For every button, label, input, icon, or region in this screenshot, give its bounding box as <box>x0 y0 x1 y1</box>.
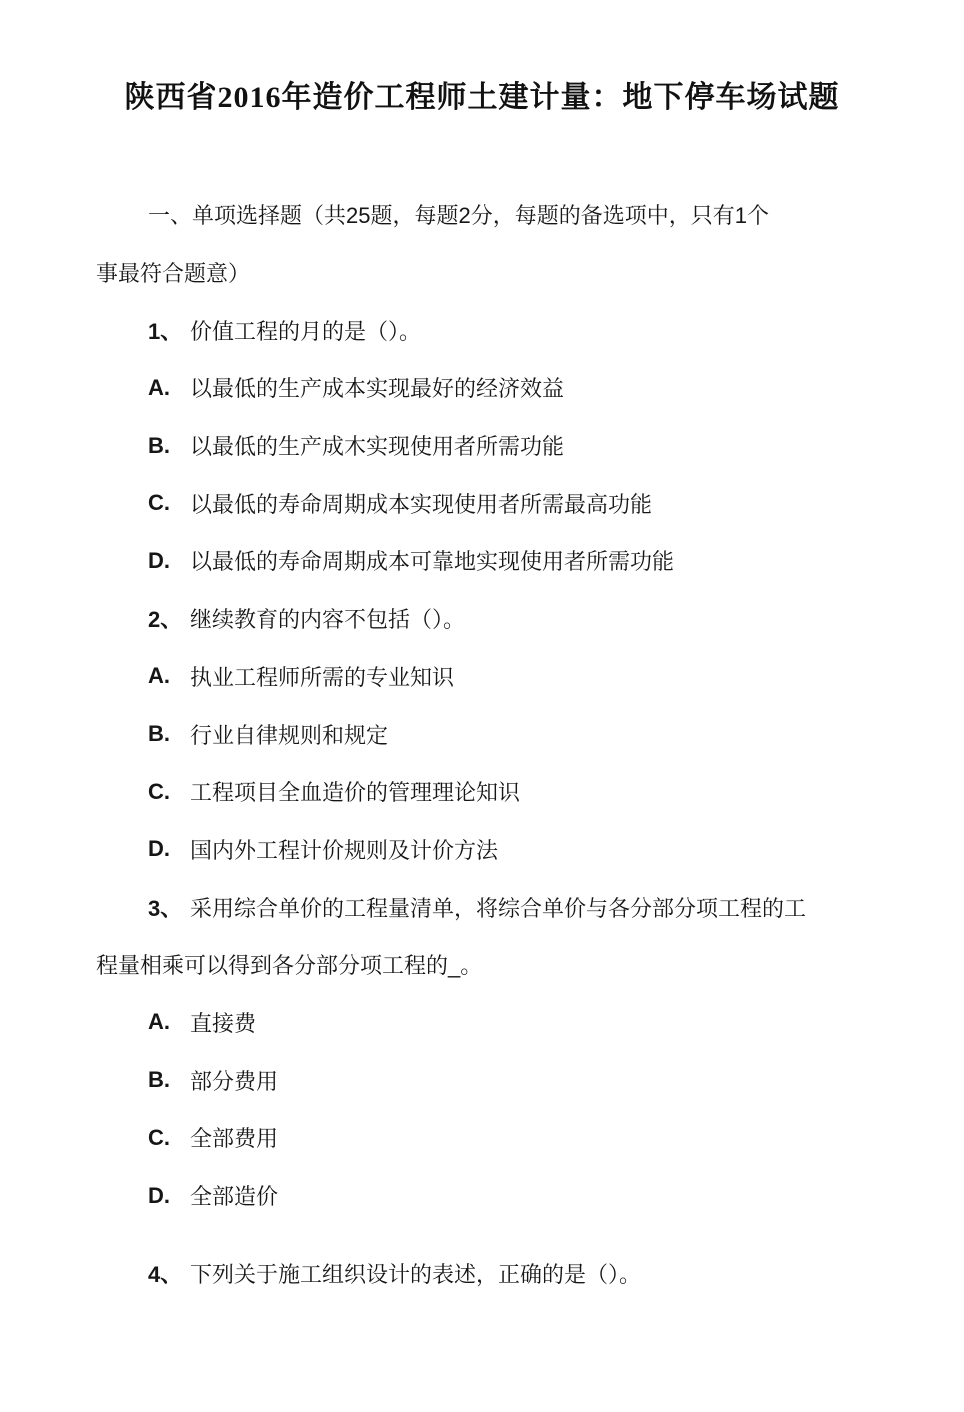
question-3-option-b <box>96 1051 884 1109</box>
question-3-stem-line-1 <box>96 878 884 936</box>
question-1-option-b <box>96 417 884 475</box>
question-3-stem-line-2 <box>96 936 884 994</box>
question-3-stem-text-2: 程量相乘可以得到各分部分项工程的_。 <box>96 953 483 979</box>
question-2-option-b <box>96 705 884 763</box>
document-body <box>96 186 884 1302</box>
option-text: 全部费用 <box>190 1126 279 1152</box>
option-text: 行业自律规则和规定 <box>190 722 389 748</box>
question-3-stem-text-1: 采用综合单价的工程量清单，将综合单价与各分部分项工程的工 <box>190 895 807 921</box>
question-4-number: 4、 <box>148 1261 183 1287</box>
section-header-line-1: 一、单项选择题（共25题，每题2分，每题的备选项中，只有1个 <box>148 203 769 229</box>
question-2-option-a <box>96 648 884 706</box>
question-1-stem <box>96 301 884 359</box>
question-1-option-a <box>96 359 884 417</box>
question-4-stem <box>96 1244 884 1302</box>
option-label: A. <box>148 663 170 689</box>
option-label: B. <box>148 721 170 747</box>
option-text: 以最低的生产成本实现最好的经济效益 <box>190 376 565 402</box>
question-1-option-c <box>96 474 884 532</box>
question-3-option-a <box>96 994 884 1052</box>
question-3-option-c <box>96 1109 884 1167</box>
option-label: A. <box>148 1009 170 1035</box>
question-2-option-d <box>96 821 884 879</box>
question-4-stem-text: 下列关于施工组织设计的表述，正确的是（）。 <box>190 1261 642 1287</box>
question-1-stem-text: 价值工程的月的是（）。 <box>190 318 422 344</box>
option-label: C. <box>148 1124 170 1150</box>
option-text: 直接费 <box>190 1010 257 1036</box>
question-2-option-c <box>96 763 884 821</box>
question-2-stem <box>96 590 884 648</box>
option-label: B. <box>148 1067 170 1093</box>
question-1-number: 1、 <box>148 318 183 344</box>
document-title: 陕西省2016年造价工程师土建计量：地下停车场试题 <box>124 81 840 114</box>
question-3-number: 3、 <box>148 895 183 921</box>
question-2-number: 2、 <box>148 607 183 633</box>
option-text: 工程项目全血造价的管理理论知识 <box>190 780 521 806</box>
option-text: 国内外工程计价规则及计价方法 <box>190 837 499 863</box>
question-1-option-d <box>96 532 884 590</box>
option-text: 以最低的寿命周期成本实现使用者所需最高功能 <box>190 491 653 517</box>
option-label: D. <box>148 547 170 573</box>
option-label: C. <box>148 778 170 804</box>
option-text: 全部造价 <box>190 1184 279 1210</box>
question-2-stem-text: 继续教育的内容不包括（）。 <box>190 607 466 633</box>
option-label: D. <box>148 1182 170 1208</box>
option-text: 以最低的寿命周期成本可靠地实现使用者所需功能 <box>190 549 675 575</box>
option-text: 部分费用 <box>190 1068 279 1094</box>
option-label: A. <box>148 374 170 400</box>
option-label: D. <box>148 836 170 862</box>
option-text: 以最低的生产成木实现使用者所需功能 <box>190 434 565 460</box>
section-header-line-2: 事最符合题意） <box>96 261 251 287</box>
option-label: B. <box>148 432 170 458</box>
option-text: 执业工程师所需的专业知识 <box>190 664 455 690</box>
question-3-option-d <box>96 1167 884 1225</box>
option-label: C. <box>148 490 170 516</box>
